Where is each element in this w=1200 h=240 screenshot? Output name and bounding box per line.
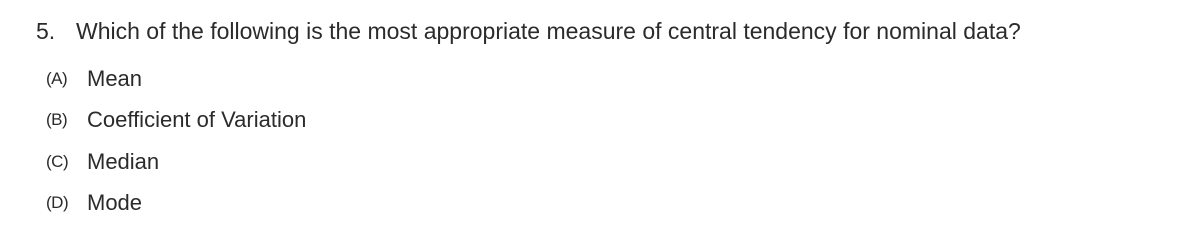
option-c-letter: (C) — [46, 151, 69, 171]
option-a-text: Mean — [87, 65, 143, 91]
option-b-letter: (B) — [46, 110, 68, 130]
question-text: Which of the following is the most appropriate measure of central tendency for nominal data? — [76, 18, 1021, 44]
option-d — [46, 183, 306, 225]
question-number: 5. — [36, 18, 56, 44]
option-b-text: Coefficient of Variation — [87, 107, 307, 133]
option-c — [46, 141, 306, 183]
question — [36, 17, 1021, 45]
option-a-letter: (A) — [46, 68, 68, 88]
option-d-text: Mode — [87, 190, 143, 216]
option-b — [46, 100, 306, 142]
option-c-text: Median — [87, 148, 160, 174]
option-d-letter: (D) — [46, 193, 69, 213]
answer-options — [46, 58, 306, 224]
option-a — [46, 58, 306, 100]
